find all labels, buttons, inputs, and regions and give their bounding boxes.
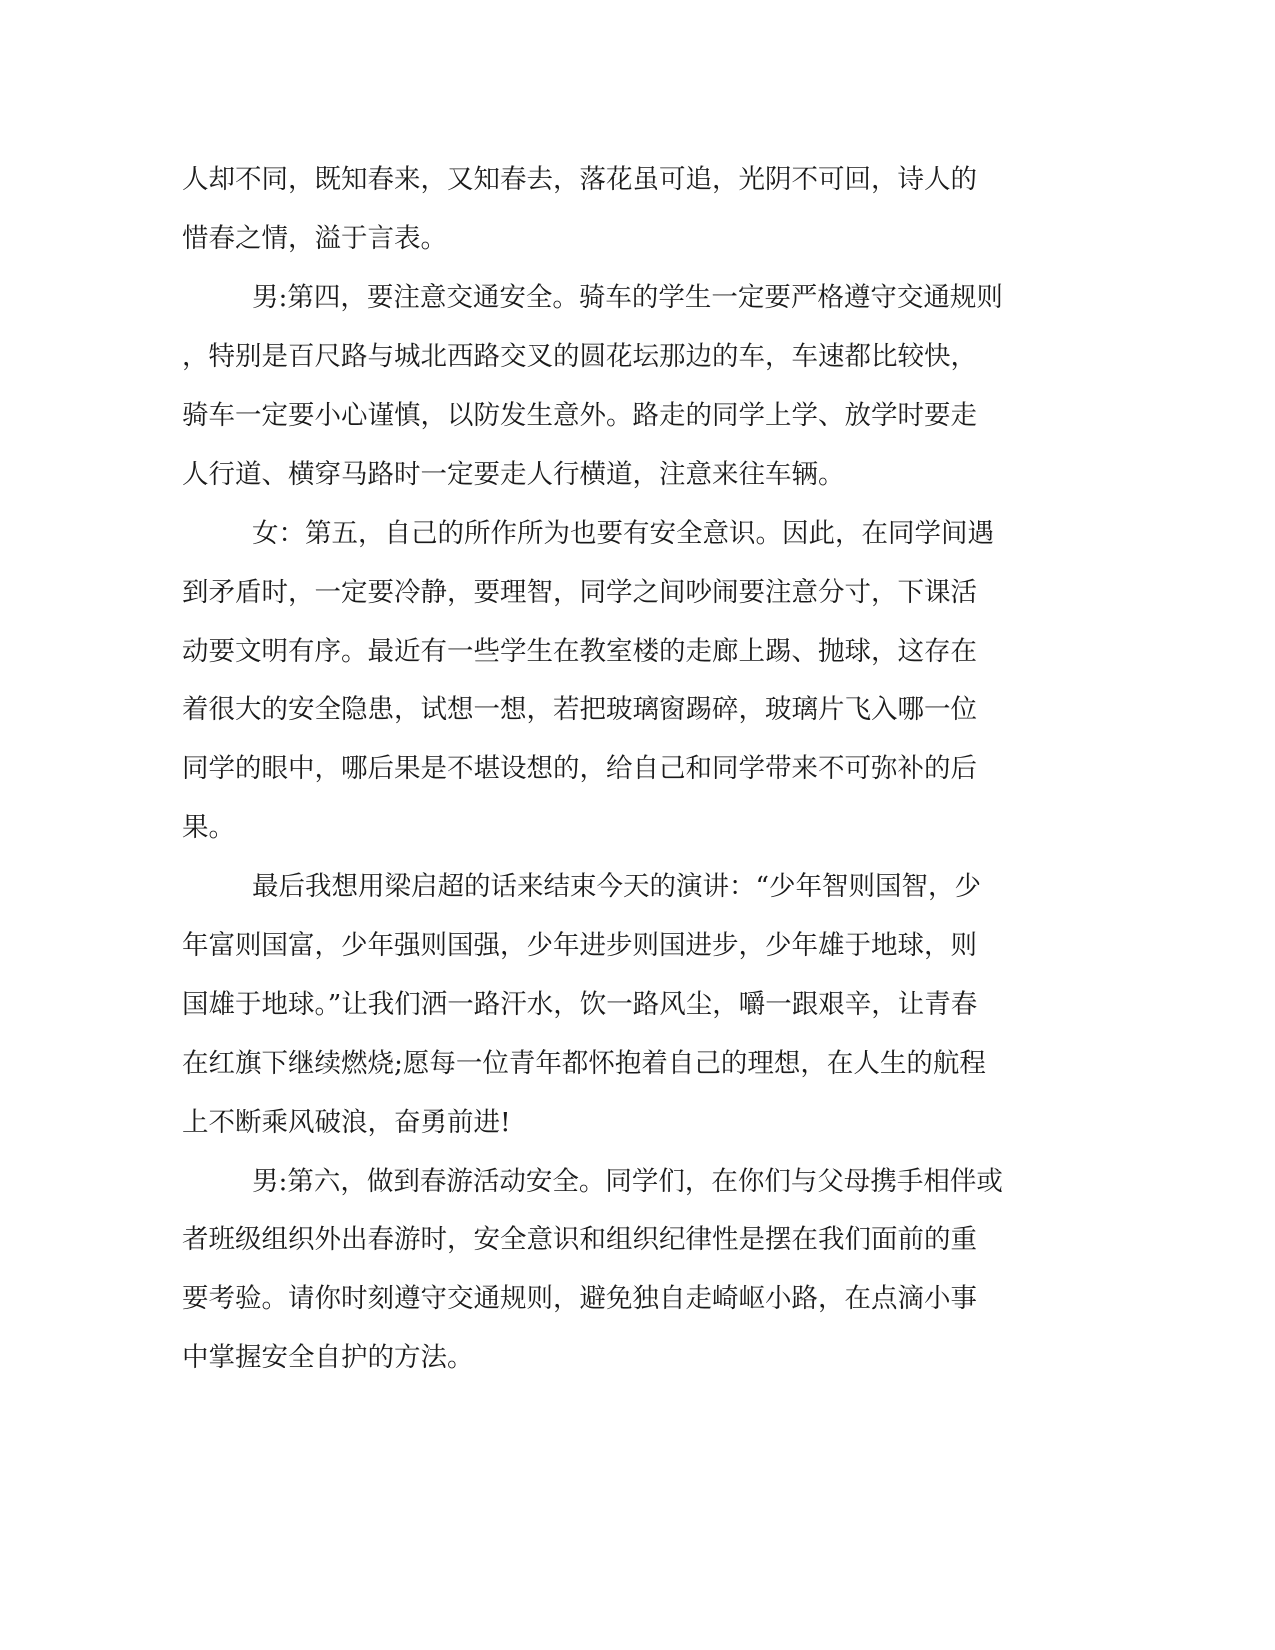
text-line: 国雄于地球。”让我们洒一路汗水，饮一路风尘，嚼一跟艰辛，让青春 [182, 989, 978, 1020]
text-line: 上不断乘风破浪，奋勇前进! [182, 1107, 511, 1138]
paragraph-first-line: 男:第六，做到春游活动安全。同学们，在你们与父母携手相伴或 [252, 1166, 1003, 1197]
text-line: 着很大的安全隐患，试想一想，若把玻璃窗踢碎，玻璃片飞入哪一位 [182, 694, 977, 725]
text-line: ，特别是百尺路与城北西路交叉的圆花坛那边的车，车速都比较快， [182, 341, 977, 372]
text-line: 惜春之情，溢于言表。 [182, 223, 447, 254]
text-line: 中掌握安全自护的方法。 [182, 1342, 474, 1373]
text-line: 年富则国富，少年强则国强，少年进步则国进步，少年雄于地球，则 [182, 930, 977, 961]
text-line: 动要文明有序。最近有一些学生在教室楼的走廊上踢、抛球，这存在 [182, 636, 977, 667]
text-line: 在红旗下继续燃烧;愿每一位青年都怀抱着自己的理想，在人生的航程 [182, 1048, 986, 1079]
text-line: 同学的眼中，哪后果是不堪设想的，给自己和同学带来不可弥补的后 [182, 753, 977, 784]
text-line: 要考验。请你时刻遵守交通规则，避免独自走崎岖小路，在点滴小事 [182, 1283, 977, 1314]
text-line: 果。 [182, 812, 235, 843]
text-line: 者班级组织外出春游时，安全意识和组织纪律性是摆在我们面前的重 [182, 1224, 977, 1255]
text-line: 人行道、横穿马路时一定要走人行横道，注意来往车辆。 [182, 459, 845, 490]
paragraph-first-line: 最后我想用梁启超的话来结束今天的演讲：“少年智则国智，少 [252, 871, 982, 902]
text-line: 人却不同，既知春来，又知春去，落花虽可追，光阴不可回，诗人的 [182, 164, 977, 195]
text-line: 到矛盾时，一定要冷静，要理智，同学之间吵闹要注意分寸，下课活 [182, 577, 977, 608]
text-line: 骑车一定要小心谨慎，以防发生意外。路走的同学上学、放学时要走 [182, 400, 977, 431]
paragraph-first-line: 男:第四，要注意交通安全。骑车的学生一定要严格遵守交通规则 [252, 282, 1003, 313]
paragraph-first-line: 女：第五，自己的所作所为也要有安全意识。因此，在同学间遇 [252, 518, 994, 549]
